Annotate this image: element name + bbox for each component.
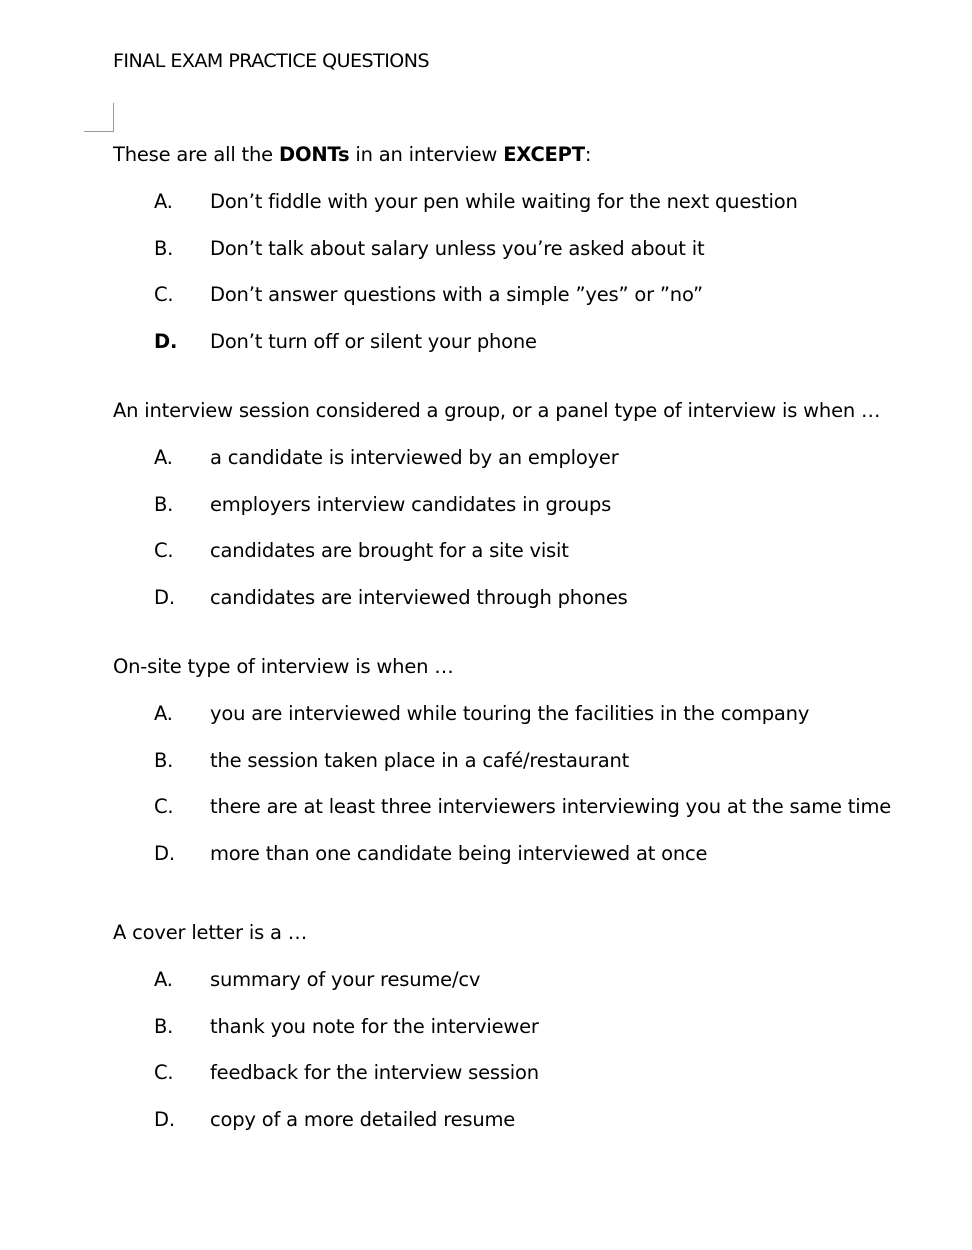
option-d [113,584,963,631]
option-b [113,235,963,282]
option-text: employers interview candidates in groups [210,492,612,516]
option-c [113,537,963,584]
option-c [113,793,963,840]
stem-emphasis: EXCEPT [503,143,585,166]
option-text: candidates are brought for a site visit [210,539,569,563]
option-c [113,281,963,328]
question-stem: An interview session considered a group, or a panel type of interview is when … [113,399,881,422]
option-list [113,700,963,887]
option-letter: A. [154,968,173,991]
question-4 [113,919,963,1153]
stem-text: These are all the [113,143,279,166]
stem-emphasis: DONTs [278,143,350,166]
option-letter: C. [154,795,174,819]
option-text: feedback for the interview session [210,1061,539,1085]
option-letter: D. [154,586,175,610]
option-letter: D. [154,330,178,354]
question-stem: On-site type of interview is when … [113,655,454,678]
option-a [113,444,963,491]
option-d [113,1106,963,1153]
option-letter: B. [154,492,174,516]
option-letter: A. [154,190,173,213]
option-list [113,966,963,1153]
question-1 [113,141,963,375]
stem-text: : [584,143,592,166]
option-b [113,747,963,794]
option-a [113,966,963,1013]
option-text: candidates are interviewed through phones [210,586,628,610]
margin-corner-mark [84,103,114,132]
option-b [113,491,963,538]
option-letter: A. [154,446,173,469]
option-letter: D. [154,1108,175,1132]
option-text: Don’t turn off or silent your phone [210,330,537,354]
option-a [113,188,963,235]
option-text: Don’t fiddle with your pen while waiting for the next question [210,190,798,213]
option-text: copy of a more detailed resume [210,1108,516,1132]
option-c [113,1059,963,1106]
option-text: a candidate is interviewed by an employer [210,446,619,469]
option-b [113,1013,963,1060]
option-letter: C. [154,1061,174,1085]
option-text: summary of your resume/cv [210,968,481,991]
option-letter: C. [154,283,174,307]
question-stem [113,141,963,169]
page-title: FINAL EXAM PRACTICE QUESTIONS [113,50,430,72]
option-letter: B. [154,236,174,260]
option-text: you are interviewed while touring the facilities in the company [210,702,810,725]
option-letter: A. [154,702,173,725]
option-a [113,700,963,747]
question-2 [113,397,963,631]
option-text: Don’t answer questions with a simple ”yes” or ”no” [210,283,703,307]
option-text: thank you note for the interviewer [210,1014,539,1038]
option-letter: B. [154,1014,174,1038]
stem-text: in an interview [349,143,504,166]
question-3 [113,653,963,887]
option-text: Don’t talk about salary unless you’re asked about it [210,236,705,260]
option-letter: B. [154,748,174,772]
option-letter: D. [154,842,175,866]
option-text: the session taken place in a café/restaurant [210,748,630,772]
option-list [113,444,963,631]
option-d [113,840,963,887]
option-d [113,328,963,375]
option-text: more than one candidate being interviewed at once [210,842,708,866]
question-stem: A cover letter is a … [113,921,308,944]
option-text: there are at least three interviewers interviewing you at the same time [210,795,892,819]
option-letter: C. [154,539,174,563]
option-list [113,188,963,375]
